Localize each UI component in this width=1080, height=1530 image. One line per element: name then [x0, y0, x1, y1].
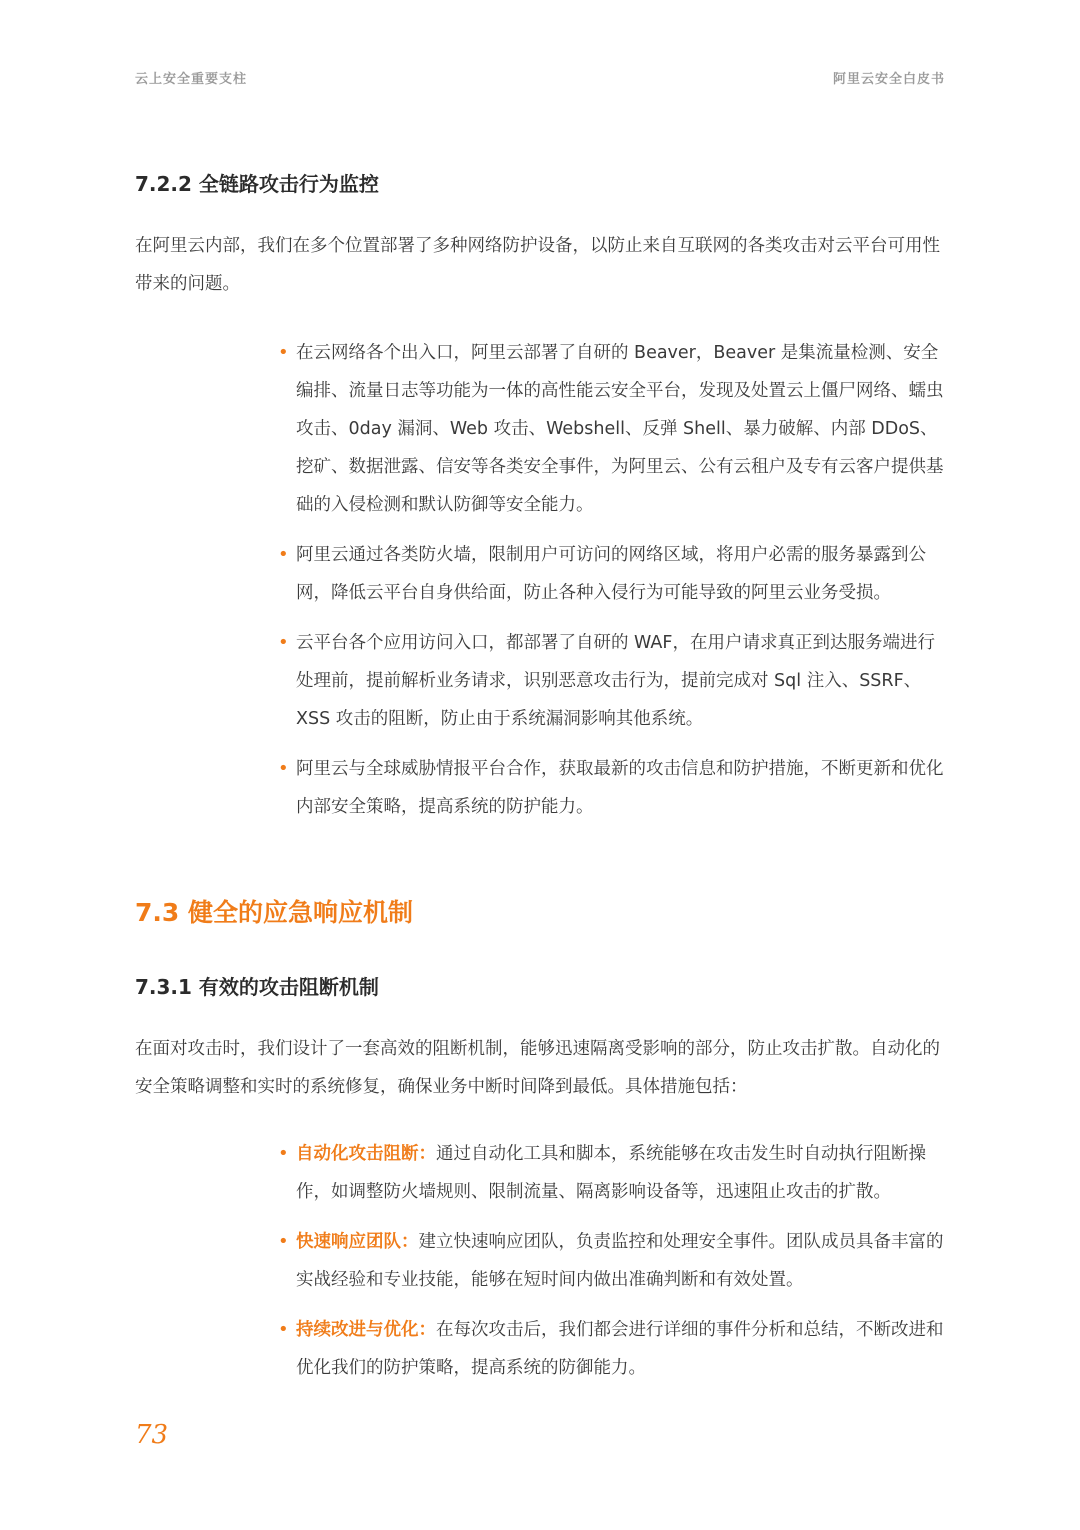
list-item-text: 通过自动化工具和脚本，系统能够在攻击发生时自动执行阻断操作，如调整防火墙规则、限制流量、隔离影响设备等，迅速阻止攻击的扩散。 — [296, 1144, 926, 1202]
list-item — [278, 1135, 950, 1211]
list-item — [278, 750, 950, 826]
section-722-bullet-list — [278, 334, 950, 826]
list-item-text: 云平台各个应用访问入口，都部署了自研的 WAF，在用户请求真正到达服务端进行处理前，提前解析业务请求，识别恶意攻击行为，提前完成对 Sql 注入、SSRF、XSS 攻击的阻断，防止由于系统漏洞影响其他系统。 — [296, 633, 935, 729]
bullet-icon: • — [278, 342, 289, 363]
list-item-text: 在每次攻击后，我们都会进行详细的事件分析和总结，不断改进和优化我们的防护策略，提高系统的防御能力。 — [296, 1320, 944, 1378]
list-item-text: 阿里云与全球威胁情报平台合作，获取最新的攻击信息和防护措施，不断更新和优化内部安全策略，提高系统的防护能力。 — [296, 759, 944, 817]
list-item-text: 在云网络各个出入口，阿里云部署了自研的 Beaver，Beaver 是集流量检测、安全编排、流量日志等功能为一体的高性能云安全平台，发现及处置云上僵尸网络、蠕虫攻击、0day 漏洞、Web 攻击、Webshell、反弹 Shell、暴力破解、内部 DDoS、挖矿、数据泄露、信安等各类安全事件，为阿里云、公有云租户及专有云客户提供基础的入侵检测和默认防御等安全能力。 — [296, 343, 944, 515]
header-document-title: 阿里云安全白皮书 — [832, 72, 945, 87]
section-731-title: 7.3.1 有效的攻击阻断机制 — [135, 975, 379, 999]
list-item — [278, 334, 950, 524]
header-chapter-title: 云上安全重要支柱 — [135, 72, 248, 87]
bullet-icon: • — [278, 632, 289, 653]
bullet-icon: • — [278, 544, 289, 565]
page-header — [135, 68, 945, 92]
bullet-icon: • — [278, 1231, 289, 1252]
list-item-key: 自动化攻击阻断： — [296, 1144, 436, 1164]
bullet-icon: • — [278, 758, 289, 779]
section-722-intro: 在阿里云内部，我们在多个位置部署了多种网络防护设备，以防止来自互联网的各类攻击对云平台可用性带来的问题。 — [135, 236, 940, 294]
list-item-text: 建立快速响应团队，负责监控和处理安全事件。团队成员具备丰富的实战经验和专业技能，能够在短时间内做出准确判断和有效处置。 — [296, 1232, 944, 1290]
list-item — [278, 536, 950, 612]
bullet-icon: • — [278, 1319, 289, 1340]
list-item — [278, 1311, 950, 1387]
section-73-title: 7.3 健全的应急响应机制 — [135, 898, 413, 927]
bullet-icon: • — [278, 1143, 289, 1164]
list-item — [278, 1223, 950, 1299]
page-number: 73 — [135, 1420, 169, 1450]
section-731-intro: 在面对攻击时，我们设计了一套高效的阻断机制，能够迅速隔离受影响的部分，防止攻击扩散。自动化的安全策略调整和实时的系统修复，确保业务中断时间降到最低。具体措施包括： — [135, 1039, 940, 1097]
list-item-key: 持续改进与优化： — [296, 1320, 436, 1340]
list-item-key: 快速响应团队： — [296, 1232, 419, 1252]
section-722-title: 7.2.2 全链路攻击行为监控 — [135, 172, 379, 196]
list-item — [278, 624, 950, 738]
list-item-text: 阿里云通过各类防火墙，限制用户可访问的网络区域，将用户必需的服务暴露到公网，降低云平台自身供给面，防止各种入侵行为可能导致的阿里云业务受损。 — [296, 545, 926, 603]
section-731-bullet-list — [278, 1135, 950, 1387]
